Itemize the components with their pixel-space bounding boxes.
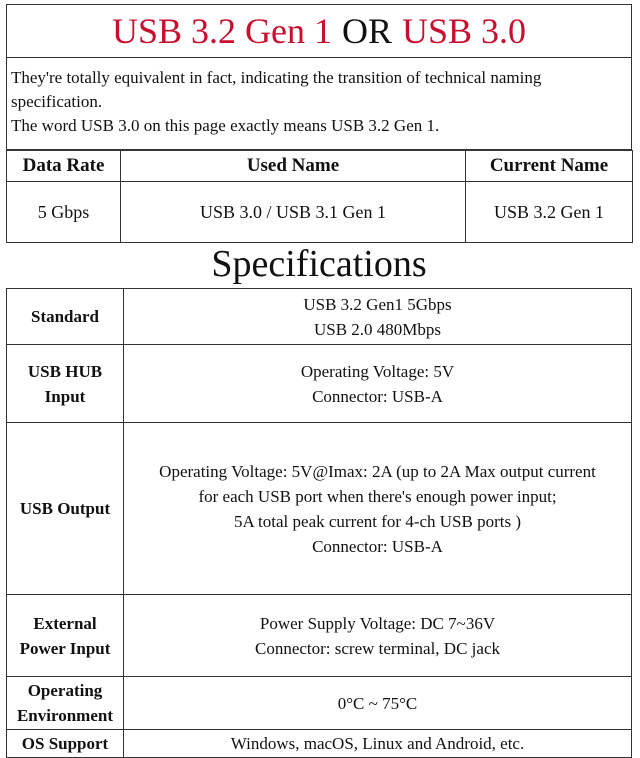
title-part-usb32: USB 3.2 Gen 1 xyxy=(111,11,332,51)
spec-value: Operating Voltage: 5V Connector: USB-A xyxy=(124,345,632,423)
spec-value: Operating Voltage: 5V@Imax: 2A (up to 2A Max output current for each USB port when there's enough power input; 5A total peak current for 4-ch USB ports ) Connector: USB-A xyxy=(124,423,632,595)
header-current-name: Current Name xyxy=(466,151,633,182)
cell-data-rate: 5 Gbps xyxy=(7,182,121,243)
cell-used-name: USB 3.0 / USB 3.1 Gen 1 xyxy=(121,182,466,243)
spec-row-usb-output xyxy=(7,423,632,595)
spec-label: USB Output xyxy=(7,423,124,595)
spec-row-hub-input xyxy=(7,345,632,423)
specifications-table xyxy=(6,288,632,758)
header-used-name: Used Name xyxy=(121,151,466,182)
spec-label: External Power Input xyxy=(7,595,124,677)
spec-label: Standard xyxy=(7,289,124,345)
spec-row-standard xyxy=(7,289,632,345)
naming-data-row xyxy=(7,182,633,243)
spec-label: Operating Environment xyxy=(7,677,124,730)
specifications-heading: Specifications xyxy=(211,243,427,285)
spec-value: USB 3.2 Gen1 5Gbps USB 2.0 480Mbps xyxy=(124,289,632,345)
title-part-usb30: USB 3.0 xyxy=(402,11,527,51)
header-data-rate: Data Rate xyxy=(7,151,121,182)
title-or: OR xyxy=(341,11,392,51)
spec-value: 0°C ~ 75°C xyxy=(124,677,632,730)
spec-label: OS Support xyxy=(7,730,124,758)
cell-current-name: USB 3.2 Gen 1 xyxy=(466,182,633,243)
note-line-2: The word USB 3.0 on this page exactly means USB 3.2 Gen 1. xyxy=(11,116,440,135)
spec-row-power-input xyxy=(7,595,632,677)
spec-row-environment xyxy=(7,677,632,730)
naming-table xyxy=(6,150,633,243)
spec-label: USB HUB Input xyxy=(7,345,124,423)
spec-row-os-support xyxy=(7,730,632,758)
spec-value: Power Supply Voltage: DC 7~36V Connector: screw terminal, DC jack xyxy=(124,595,632,677)
note-line-1: They're totally equivalent in fact, indicating the transition of technical naming specification. xyxy=(11,68,542,111)
page-title xyxy=(6,4,632,58)
spec-value: Windows, macOS, Linux and Android, etc. xyxy=(124,730,632,758)
naming-header-row xyxy=(7,151,633,182)
naming-note xyxy=(6,58,632,150)
